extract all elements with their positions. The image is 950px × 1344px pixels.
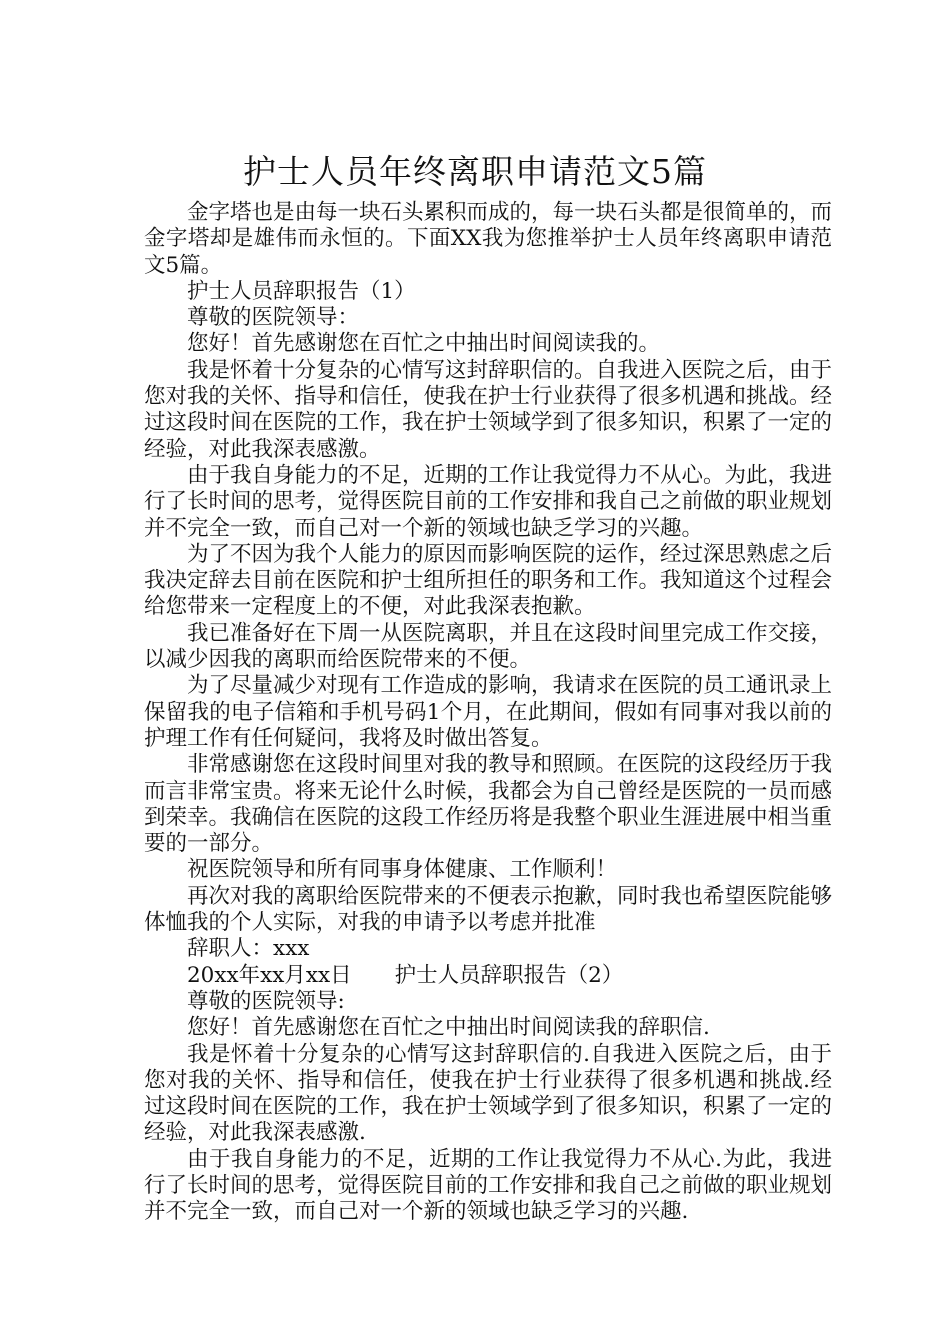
paragraph-wishes: 祝医院领导和所有同事身体健康、工作顺利！ (187, 857, 618, 883)
paragraph-date-and-report-2-heading: 20xx年xx月xx日 护士人员辞职报告（2） (187, 962, 624, 988)
paragraph-greeting-1: 您好！首先感谢您在百忙之中抽出时间阅读我的。 (187, 331, 661, 357)
paragraph-greeting-2: 您好！首先感谢您在百忙之中抽出时间阅读我的辞职信. (187, 1015, 710, 1041)
paragraph-body: 由于我自身能力的不足，近期的工作让我觉得力不从心。为此，我进行了长时间的思考，觉得医院目前的工作安排和我自己之前做的职业规划并不完全一致，而自己对一个新的领域也缺乏学习的兴趣。 (144, 462, 833, 541)
document-body (144, 200, 832, 1226)
paragraph-body: 我是怀着十分复杂的心情写这封辞职信的。自我进入医院之后，由于您对我的关怀、指导和信任，使我在护士行业获得了很多机遇和挑战。经过这段时间在医院的工作，我在护士领域学到了很多知识，积累了一定的经验，对此我深表感激。 (144, 357, 833, 462)
paragraph-salutation-2: 尊敬的医院领导: (187, 988, 345, 1014)
paragraph-body: 我已准备好在下周一从医院离职，并且在这段时间里完成工作交接，以减少因我的离职而给医院带来的不便。 (144, 620, 833, 673)
paragraph-report-1-heading: 护士人员辞职报告（1） (187, 278, 416, 304)
paragraph-body: 由于我自身能力的不足，近期的工作让我觉得力不从心.为此，我进行了长时间的思考，觉得医院目前的工作安排和我自己之前做的职业规划并不完全一致，而自己对一个新的领域也缺乏学习的兴趣. (144, 1146, 833, 1225)
paragraph-body: 非常感谢您在这段时间里对我的教导和照顾。在医院的这段经历于我而言非常宝贵。将来无论什么时候，我都会为自己曾经是医院的一员而感到荣幸。我确信在医院的这段工作经历将是我整个职业生涯进展中相当重要的一部分。 (144, 752, 833, 857)
document-title: 护士人员年终离职申请范文5篇 (243, 152, 707, 192)
paragraph-body: 为了尽量减少对现有工作造成的影响，我请求在医院的员工通讯录上保留我的电子信箱和手机号码1个月，在此期间，假如有同事对我以前的护理工作有任何疑问，我将及时做出答复。 (144, 673, 833, 751)
paragraph-closing: 再次对我的离职给医院带来的不便表示抱歉，同时我也希望医院能够体恤我的个人实际，对我的申请予以考虑并批准 (144, 883, 833, 936)
paragraph-intro: 金字塔也是由每一块石头累积而成的，每一块石头都是很简单的，而金字塔却是雄伟而永恒的。下面XX我为您推举护士人员年终离职申请范文5篇。 (144, 200, 833, 278)
paragraph-salutation-1: 尊敬的医院领导： (187, 305, 360, 331)
paragraph-signature: 辞职人：xxx (187, 936, 310, 962)
paragraph-body: 为了不因为我个人能力的原因而影响医院的运作，经过深思熟虑之后我决定辞去目前在医院和护士组所担任的职务和工作。我知道这个过程会给您带来一定程度上的不便，对此我深表抱歉。 (144, 541, 833, 620)
paragraph-body: 我是怀着十分复杂的心情写这封辞职信的.自我进入医院之后，由于您对我的关怀、指导和信任，使我在护士行业获得了很多机遇和挑战.经过这段时间在医院的工作，我在护士领域学到了很多知识，积累了一定的经验，对此我深表感激. (144, 1041, 833, 1146)
